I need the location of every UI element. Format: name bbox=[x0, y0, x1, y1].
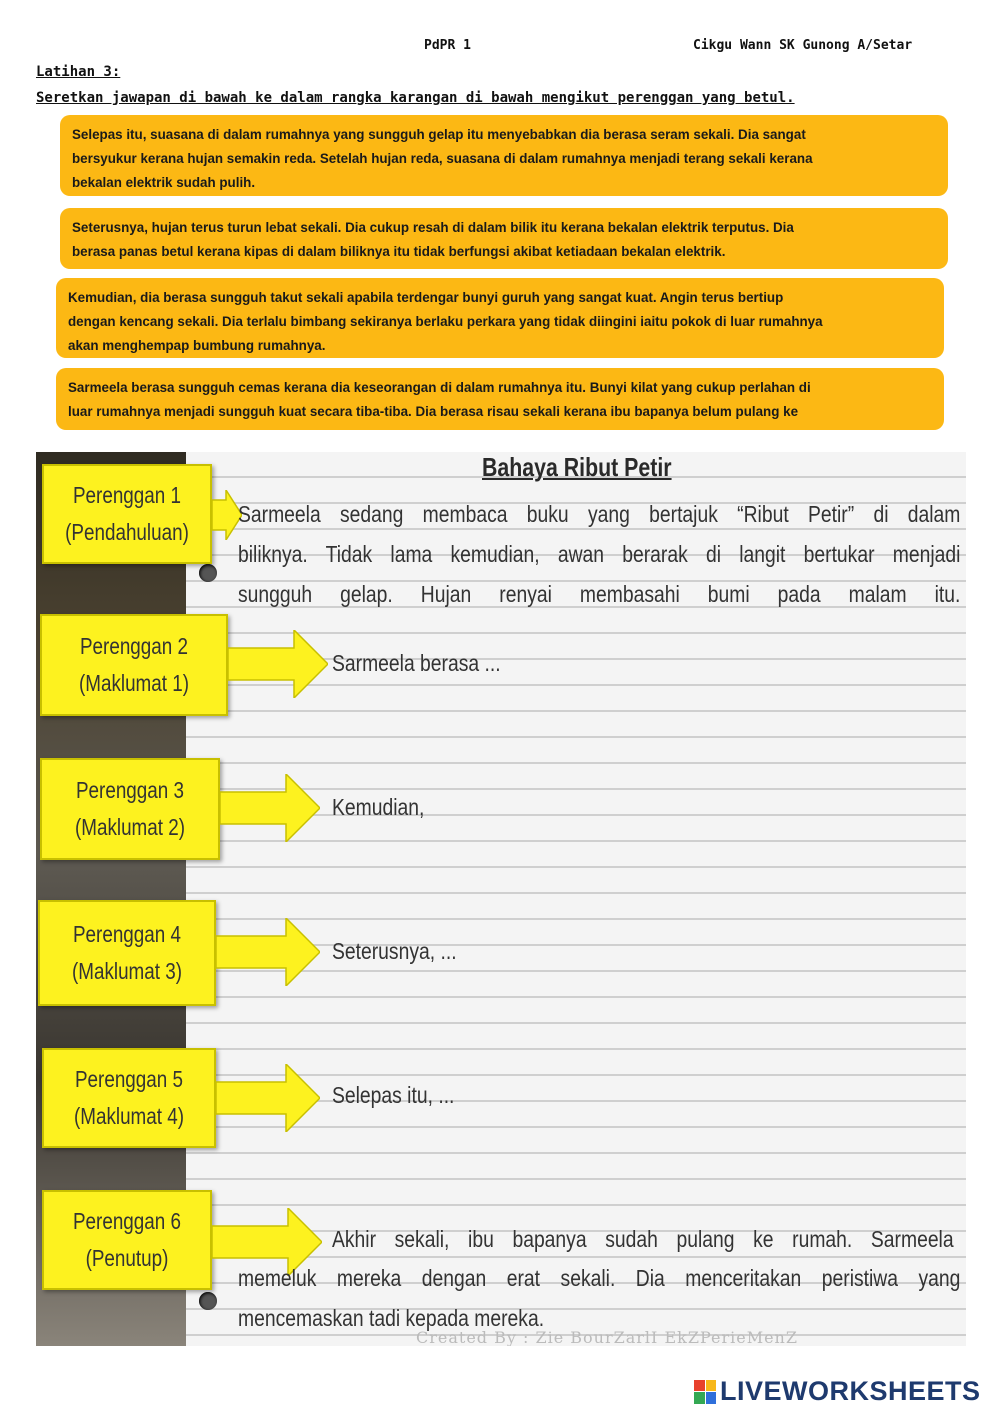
binder-hole bbox=[199, 564, 217, 582]
paragraph-label-line: (Penutup) bbox=[85, 1245, 169, 1271]
paragraph-label-line: (Maklumat 1) bbox=[78, 670, 190, 696]
paragraph-1-label bbox=[42, 464, 212, 564]
exercise-instruction: Seretkan jawapan di bawah ke dalam rangka karangan di bawah mengikut perenggan yang betul. bbox=[36, 90, 795, 106]
header-left-text: PdPR 1 bbox=[424, 38, 471, 53]
paragraph-4-label bbox=[38, 900, 216, 1006]
intro-line: sungguh gelap. Hujan renyai membasahi bumi pada malam itu. bbox=[238, 581, 961, 607]
closing-line: mencemaskan tadi kepada mereka. bbox=[238, 1305, 545, 1331]
paragraph-2-label bbox=[40, 614, 228, 716]
paragraph-label-line: Perenggan 5 bbox=[74, 1066, 184, 1092]
paragraph-label-line: Perenggan 3 bbox=[75, 777, 185, 803]
closing-line-1: Akhir sekali, ibu bapanya sudah pulang ke rumah. Sarmeela bbox=[332, 1226, 954, 1252]
answer-line: Sarmeela berasa sungguh cemas kerana dia keseorangan di dalam rumahnya itu. Bunyi kilat yang cukup perlahan di bbox=[68, 380, 811, 395]
essay-title: Bahaya Ribut Petir bbox=[482, 452, 672, 482]
paragraph-label-line: (Pendahuluan) bbox=[65, 519, 189, 545]
arrow-icon bbox=[216, 918, 320, 986]
paragraph-3-prompt: Kemudian, bbox=[332, 794, 425, 820]
answer-line: bersyukur kerana hujan semakin reda. Setelah hujan reda, suasana di dalam rumahnya menjadi terang sekali kerana bbox=[72, 151, 813, 166]
answer-line: berasa panas betul kerana kipas di dalam biliknya itu tidak berfungsi akibat ketiadaan bekalan elektrik. bbox=[72, 244, 726, 259]
closing-line: memeluk mereka dengan erat sekali. Dia menceritakan peristiwa yang bbox=[238, 1265, 961, 1291]
arrow-icon bbox=[228, 630, 328, 698]
logo-text: LIVEWORKSHEETS bbox=[720, 1376, 981, 1406]
answer-line: bekalan elektrik sudah pulih. bbox=[72, 175, 256, 190]
liveworksheets-logo bbox=[694, 1376, 981, 1407]
answer-line: akan menghempap bumbung rumahnya. bbox=[68, 338, 326, 353]
paragraph-5-prompt: Selepas itu, ... bbox=[332, 1082, 455, 1108]
intro-paragraph bbox=[238, 494, 960, 614]
answer-box-1[interactable] bbox=[60, 115, 948, 196]
paragraph-6-label bbox=[42, 1190, 212, 1290]
exercise-title: Latihan 3: bbox=[36, 64, 121, 80]
arrow-icon bbox=[216, 1064, 320, 1132]
paragraph-label-line: (Maklumat 2) bbox=[74, 814, 186, 840]
paragraph-5-label bbox=[42, 1048, 216, 1148]
header-right-text: Cikgu Wann SK Gunong A/Setar bbox=[693, 38, 913, 53]
closing-paragraph bbox=[238, 1258, 960, 1338]
paragraph-label-line: (Maklumat 3) bbox=[71, 958, 183, 984]
intro-line: Sarmeela sedang membaca buku yang bertajuk “Ribut Petir” di dalam bbox=[238, 501, 961, 527]
arrow-icon bbox=[220, 774, 320, 842]
paragraph-label-line: Perenggan 6 bbox=[72, 1208, 182, 1234]
paragraph-2-prompt: Sarmeela berasa ... bbox=[332, 650, 501, 676]
answer-box-2[interactable] bbox=[60, 208, 948, 269]
paragraph-label-line: Perenggan 1 bbox=[72, 482, 182, 508]
answer-line: dengan kencang sekali. Dia terlalu bimbang sekiranya berlaku perkara yang tidak diingini iaitu pokok di luar rumahnya bbox=[68, 314, 823, 329]
paragraph-label-line: Perenggan 4 bbox=[72, 921, 182, 947]
answer-box-4[interactable] bbox=[56, 368, 944, 430]
paragraph-4-prompt: Seterusnya, ... bbox=[332, 938, 457, 964]
answer-line: Seterusnya, hujan terus turun lebat sekali. Dia cukup resah di dalam bilik itu kerana bekalan elektrik terputus. Dia bbox=[72, 220, 794, 235]
intro-line: biliknya. Tidak lama kemudian, awan berarak di langit bertukar menjadi bbox=[238, 541, 961, 567]
paragraph-label-line: (Maklumat 4) bbox=[73, 1103, 185, 1129]
answer-line: Kemudian, dia berasa sungguh takut sekali apabila terdengar bunyi guruh yang sangat kuat. Angin terus bertiup bbox=[68, 290, 784, 305]
answer-line: Selepas itu, suasana di dalam rumahnya yang sungguh gelap itu menyebabkan dia berasa seram sekali. Dia sangat bbox=[72, 127, 806, 142]
credit-text: Created By : Zie BourZarlI EkZPerieMenZ bbox=[416, 1328, 798, 1346]
paragraph-3-label bbox=[40, 758, 220, 860]
paragraph-label-line: Perenggan 2 bbox=[79, 633, 189, 659]
answer-box-3[interactable] bbox=[56, 278, 944, 358]
binder-hole bbox=[199, 1292, 217, 1310]
essay-frame bbox=[36, 452, 966, 1346]
answer-line: luar rumahnya menjadi sungguh kuat secara tiba-tiba. Dia berasa risau sekali kerana ibu bapanya belum pulang ke bbox=[68, 404, 799, 419]
logo-icon bbox=[694, 1380, 716, 1404]
